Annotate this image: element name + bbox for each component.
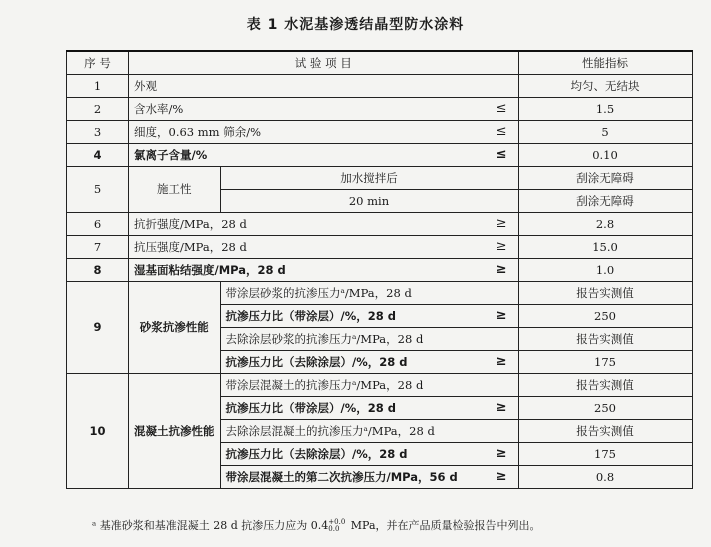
row-item: 抗压强度/MPa，28 d ≥ <box>129 235 519 258</box>
row-spec: 175 <box>518 442 692 465</box>
row-no: 3 <box>67 120 129 143</box>
row-spec: 250 <box>518 304 692 327</box>
row-no: 9 <box>67 281 129 373</box>
row-no: 10 <box>67 373 129 488</box>
row-subitem: 加水搅拌后 <box>220 166 518 189</box>
table-row <box>67 212 693 235</box>
table-row <box>67 235 693 258</box>
row-item: 细度，0.63 mm 筛余/% ≤ <box>129 120 519 143</box>
table-row <box>67 97 693 120</box>
footnote-text-1: 基准砂浆和基准混凝土 28 d 抗渗压力应为 0.4 <box>99 519 329 532</box>
row-spec: 刮涂无障碍 <box>518 166 692 189</box>
table-title: 表 1 水泥基渗透结晶型防水涂料 <box>246 17 465 33</box>
row-subitem: 带涂层砂浆的抗渗压力ᵃ/MPa，28 d <box>220 281 518 304</box>
row-no: 4 <box>67 143 129 166</box>
row-item: 含水率/% ≤ <box>129 97 519 120</box>
table-row <box>67 373 693 396</box>
table-row <box>67 143 693 166</box>
row-spec: 报告实测值 <box>518 327 692 350</box>
header-spec: 性能指标 <box>518 51 692 74</box>
row-spec: 5 <box>518 120 692 143</box>
row-subitem: 抗渗压力比（带涂层）/%，28 d ≥ <box>220 304 518 327</box>
row-group: 施工性 <box>129 166 221 212</box>
row-subitem: 抗渗压力比（去除涂层）/%，28 d ≥ <box>220 442 518 465</box>
row-spec: 250 <box>518 396 692 419</box>
table-row <box>67 166 693 189</box>
row-no: 7 <box>67 235 129 258</box>
table-header-row <box>67 51 693 74</box>
row-no: 8 <box>67 258 129 281</box>
row-spec: 0.10 <box>518 143 692 166</box>
footnote-text-2: MPa，并在产品质量检验报告中列出。 <box>347 519 541 532</box>
row-subitem: 去除涂层混凝土的抗渗压力ᵃ/MPa，28 d <box>220 419 518 442</box>
row-spec: 1.0 <box>518 258 692 281</box>
row-no: 6 <box>67 212 129 235</box>
row-spec: 报告实测值 <box>518 373 692 396</box>
row-group: 混凝土抗渗性能 <box>129 373 221 488</box>
row-item: 氯离子含量/% ≤ <box>129 143 519 166</box>
table-row <box>67 74 693 97</box>
row-group: 砂浆抗渗性能 <box>129 281 221 373</box>
row-subitem: 20 min <box>220 189 518 212</box>
row-item: 抗折强度/MPa，28 d ≥ <box>129 212 519 235</box>
row-subitem: 抗渗压力比（去除涂层）/%，28 d ≥ <box>220 350 518 373</box>
table-row <box>67 281 693 304</box>
row-subitem: 带涂层混凝土的第二次抗渗压力/MPa，56 d ≥ <box>220 465 518 488</box>
row-subitem: 去除涂层砂浆的抗渗压力ᵃ/MPa，28 d <box>220 327 518 350</box>
row-spec: 2.8 <box>518 212 692 235</box>
row-spec: 均匀、无结块 <box>518 74 692 97</box>
row-no: 1 <box>67 74 129 97</box>
table-row <box>67 120 693 143</box>
row-spec: 0.8 <box>518 465 692 488</box>
row-item: 湿基面粘结强度/MPa，28 d ≥ <box>129 258 519 281</box>
row-spec: 15.0 <box>518 235 692 258</box>
row-no: 5 <box>67 166 129 212</box>
table-row <box>67 258 693 281</box>
row-subitem: 带涂层混凝土的抗渗压力ᵃ/MPa，28 d <box>220 373 518 396</box>
row-no: 2 <box>67 97 129 120</box>
spec-table <box>66 50 693 489</box>
footnote-mark: ᵃ <box>92 519 97 532</box>
header-item: 试 验 项 目 <box>129 51 519 74</box>
row-item: 外观 <box>129 74 519 97</box>
row-subitem: 抗渗压力比（带涂层）/%，28 d ≥ <box>220 396 518 419</box>
row-spec: 报告实测值 <box>518 281 692 304</box>
row-spec: 175 <box>518 350 692 373</box>
row-spec: 报告实测值 <box>518 419 692 442</box>
row-spec: 刮涂无障碍 <box>518 189 692 212</box>
footnote-tolerance: +0.0 0.0 <box>328 518 346 533</box>
row-spec: 1.5 <box>518 97 692 120</box>
header-no: 序 号 <box>67 51 129 74</box>
table-footnote <box>92 517 541 533</box>
